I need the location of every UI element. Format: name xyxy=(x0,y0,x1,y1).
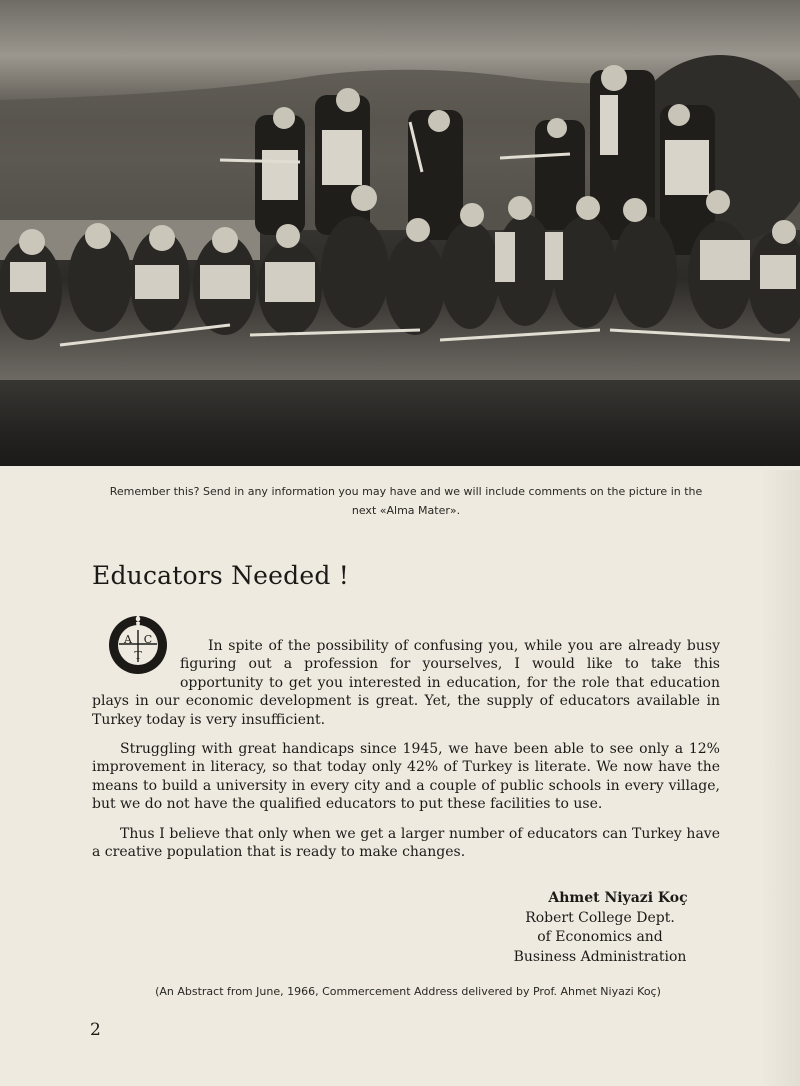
paragraph-2: Struggling with great handicaps since 1945, we have been able to see only a 12% improvement in literacy, so that today only 42% of Turkey is literate. We now have the means to build a university in every city and a couple of public schools in every village, but we do not have the qualified educators to put these facilities to use. xyxy=(92,741,720,813)
signature-block xyxy=(480,889,720,967)
logo-spacer xyxy=(92,637,180,689)
author-affiliation-1: Robert College Dept. xyxy=(525,909,675,926)
article-body xyxy=(92,637,720,872)
author-name: Ahmet Niyazi Koç xyxy=(548,890,688,906)
group-photo xyxy=(0,0,800,466)
photo-illustration xyxy=(0,0,800,466)
footnote: (An Abstract from June, 1966, Commercement Address delivered by Prof. Ahmet Niyazi Koç) xyxy=(155,985,661,998)
logo-letter-a: A xyxy=(124,633,132,646)
author-affiliation-3: Business Administration xyxy=(513,948,687,965)
author-affiliation-2: of Economics and xyxy=(537,929,663,945)
paragraph-1: In spite of the possibility of confusing you, while you are already busy figuring out a profession for yourselves, I would like to take this opportunity to get you interested in education, for the role that education plays in our economic development is great. Yet, the supply of educators available in Turkey today is very insufficient. xyxy=(92,638,720,728)
page-edge-shadow xyxy=(760,470,800,1086)
logo-letter-c: C xyxy=(143,633,153,646)
photo-caption: Remember this? Send in any information you may have and we will include comments on the picture in the next «Alma Mater». xyxy=(109,485,703,517)
logo-letter-t: T xyxy=(134,649,142,662)
paragraph-3: Thus I believe that only when we get a larger number of educators can Turkey have a creative population that is ready to make changes. xyxy=(92,825,720,861)
page-title: Educators Needed ! xyxy=(92,561,349,590)
page-number: 2 xyxy=(90,1020,101,1040)
